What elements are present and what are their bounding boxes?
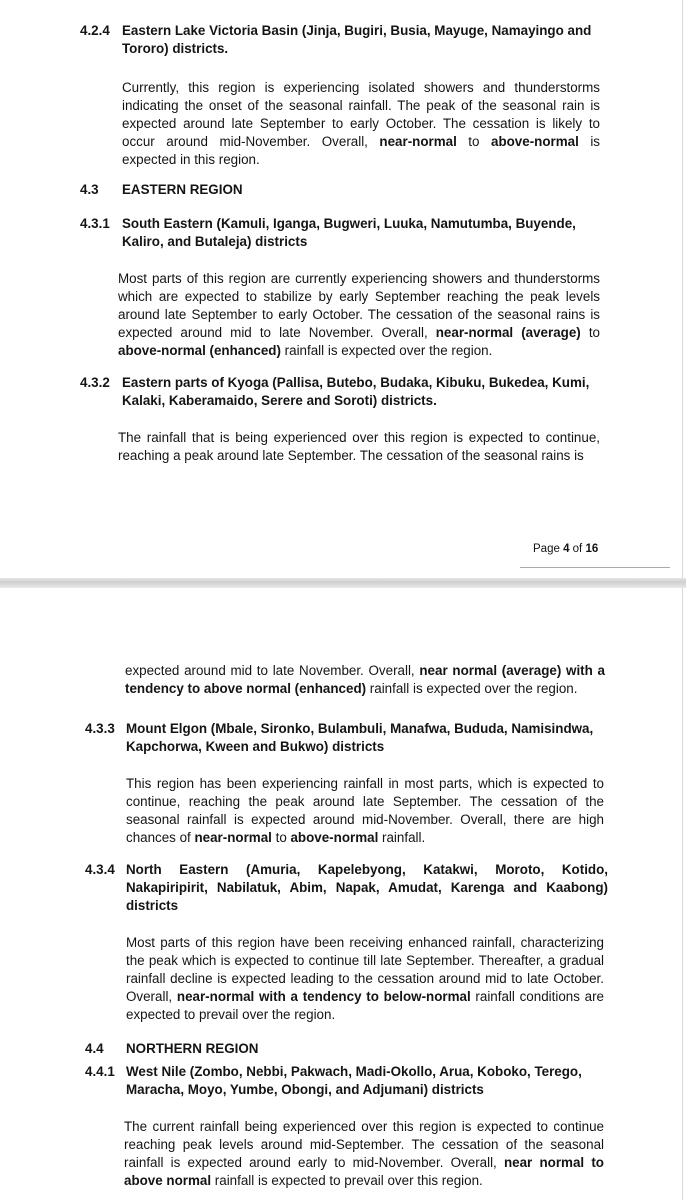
continued-paragraph-4-3-2 bbox=[125, 662, 605, 698]
current-page-number: 4 bbox=[563, 543, 570, 555]
section-paragraph-4-2-4 bbox=[122, 79, 600, 169]
page-number-footer bbox=[533, 543, 598, 555]
emphasis-text: above-normal bbox=[491, 134, 579, 149]
emphasis-text: near normal to above normal bbox=[124, 1155, 604, 1188]
paragraph-text: rainfall is expected to prevail over this region. bbox=[211, 1173, 483, 1188]
page-edge bbox=[682, 588, 683, 1200]
section-heading-4-3-1: South Eastern (Kamuli, Iganga, Bugweri, Luuka, Namutumba, Buyende, Kaliro, and Butaleja) districts bbox=[122, 216, 576, 249]
paragraph-text: Currently, this region is experiencing isolated showers and thunderstorms indicating the onset of the seasonal rainfall. The peak of the seasonal rain is expected around late September to early October. The cessation is likely to occur around mid-November. Overall, bbox=[122, 80, 600, 149]
paragraph-text: to bbox=[271, 830, 291, 845]
paragraph-text: expected around mid to late November. Overall, bbox=[125, 663, 420, 678]
section-heading-4-3-2: Eastern parts of Kyoga (Pallisa, Butebo, Budaka, Kibuku, Bukedea, Kumi, Kalaki, Kaberamaido, Serere and Soroti) districts. bbox=[122, 375, 590, 408]
section-paragraph-4-3-3 bbox=[126, 775, 604, 847]
emphasis-text: near-normal bbox=[194, 830, 272, 845]
document-page-5 bbox=[0, 588, 686, 1200]
section-paragraph-4-3-2 bbox=[118, 429, 600, 465]
emphasis-text: above-normal bbox=[290, 830, 379, 845]
document-page-4 bbox=[0, 0, 686, 578]
paragraph-text: rainfall is expected over the region. bbox=[366, 681, 578, 696]
section-number: 4.4 bbox=[85, 1041, 104, 1056]
paragraph-text: The rainfall that is being experienced over this region is expected to continue, reaching a peak around late September. The cessation of the seasonal rains is bbox=[118, 430, 600, 463]
section-paragraph-4-3-1 bbox=[118, 270, 600, 360]
section-heading-4-4: NORTHERN REGION bbox=[126, 1041, 259, 1056]
section-heading-4-3-4: North Eastern (Amuria, Kapelebyong, Katakwi, Moroto, Kotido, Nakapiripirit, Nabilatuk, Abim, Napak, Amudat, Karenga and Kaabong) districts bbox=[126, 862, 608, 913]
section-number: 4.4.1 bbox=[85, 1064, 115, 1079]
section-number: 4.3.4 bbox=[85, 862, 115, 877]
emphasis-text: near-normal (average) bbox=[435, 325, 581, 340]
paragraph-text: rainfall. bbox=[378, 830, 426, 845]
emphasis-text: near-normal with a tendency to below-normal bbox=[176, 989, 471, 1004]
emphasis-text: above-normal (enhanced) bbox=[118, 343, 281, 358]
page-label: Page bbox=[533, 543, 564, 555]
paragraph-text: This region has been experiencing rainfall in most parts, which is expected to continue, reaching the peak around late September. The cessation of the seasonal rainfall is expected around mid-November. Overall, there are high chances of bbox=[126, 776, 604, 845]
page-separator bbox=[0, 578, 686, 588]
section-heading-4-4-1: West Nile (Zombo, Nebbi, Pakwach, Madi-Okollo, Arua, Koboko, Terego, Maracha, Moyo, Yumbe, Obongi, and Adjumani) districts bbox=[126, 1064, 582, 1097]
section-paragraph-4-3-4 bbox=[126, 934, 604, 1024]
section-heading-4-3: EASTERN REGION bbox=[122, 182, 243, 197]
emphasis-text: near normal (average) with a tendency to above normal (enhanced) bbox=[125, 663, 605, 696]
page-edge bbox=[682, 0, 683, 578]
paragraph-text: to bbox=[580, 325, 601, 340]
total-page-number: 16 bbox=[585, 543, 599, 555]
page-of-label: of bbox=[569, 543, 586, 555]
paragraph-text: The current rainfall being experienced over this region is expected to continue reaching peak levels around mid-September. The cessation of the seasonal rainfall is expected around early to mid-November. Overall, bbox=[124, 1119, 604, 1170]
footer-rule bbox=[520, 567, 670, 568]
paragraph-text: Most parts of this region have been receiving enhanced rainfall, characterizing the peak which is expected to continue till late September. Thereafter, a gradual rainfall decline is expected leading to the cessation around mid to late October. Overall, bbox=[126, 935, 604, 1004]
section-heading-4-2-4: Eastern Lake Victoria Basin (Jinja, Bugiri, Busia, Mayuge, Namayingo and Tororo) districts. bbox=[122, 23, 592, 56]
section-number: 4.3.2 bbox=[80, 375, 110, 390]
paragraph-text: is expected in this region. bbox=[122, 134, 600, 167]
paragraph-text: rainfall is expected over the region. bbox=[280, 343, 493, 358]
emphasis-text: near-normal bbox=[379, 134, 457, 149]
section-number: 4.2.4 bbox=[80, 23, 110, 38]
section-number: 4.3 bbox=[80, 182, 99, 197]
section-number: 4.3.3 bbox=[85, 721, 115, 736]
paragraph-text: Most parts of this region are currently experiencing showers and thunderstorms which are expected to stabilize by early September reaching the peak levels around late September to early October. The cessation of the seasonal rains is expected around mid to late November. Overall, bbox=[118, 271, 600, 340]
section-heading-4-3-3: Mount Elgon (Mbale, Sironko, Bulambuli, Manafwa, Bududa, Namisindwa, Kapchorwa, Kween and Bukwo) districts bbox=[126, 721, 594, 754]
section-number: 4.3.1 bbox=[80, 216, 110, 231]
paragraph-text: rainfall conditions are expected to prevail over the region. bbox=[126, 989, 605, 1022]
paragraph-text: to bbox=[456, 134, 491, 149]
section-paragraph-4-4-1 bbox=[124, 1118, 604, 1190]
